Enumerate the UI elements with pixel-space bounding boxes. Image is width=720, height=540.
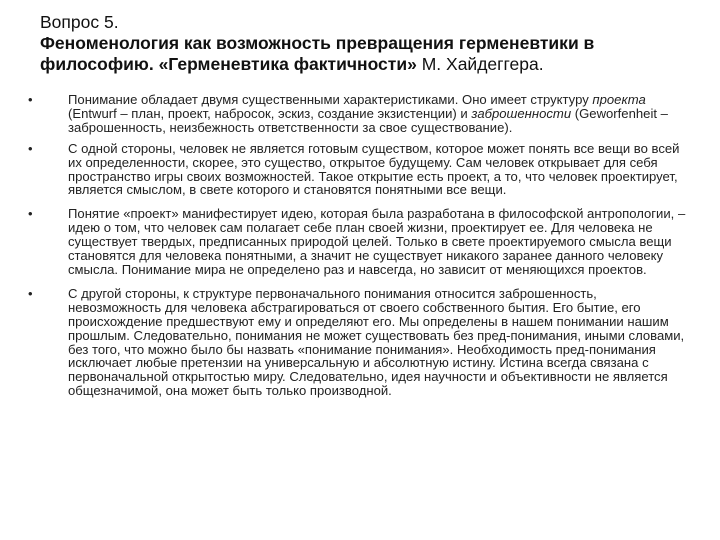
- bullet-icon: •: [28, 206, 33, 222]
- bullet-item: [28, 207, 688, 277]
- item-text: Понимание обладает двумя существенными характеристиками. Оно имеет структуру проекта (Entwurf – план, проект, набросок, эскиз, создание экзистенции) и заброшенности (Geworfenheit – заброшенность, неизбежность ответственности за свое существование).: [68, 92, 668, 135]
- slide-title: [40, 12, 690, 75]
- question-number: Вопрос 5.: [40, 12, 119, 32]
- title-bold: Феноменология как возможность превращения герменевтики в философию. «Герменевтика фактичности»: [40, 33, 595, 74]
- bullet-list: [28, 93, 688, 398]
- bullet-item: [28, 93, 688, 135]
- item-text: С одной стороны, человек не является готовым существом, которое может понять все вещи во всей их определенности, скорее, это существо, открытое будущему. Сам человек открывает для себя пространство игры своих возможностей. Такое открытие есть проект, а то, что человек проектирует, является смыслом, в свете которого и становятся понятными все вещи.: [68, 140, 680, 198]
- title-author: М. Хайдеггера.: [421, 54, 544, 74]
- bullet-icon: •: [28, 285, 33, 301]
- item-text: С другой стороны, к структуре первоначального понимания относится заброшенность, невозможность для человека абстрагироваться от своего собственного бытия. Его бытие, его происхождение предшествуют ему и определяют его. Мы определены в нашем понимании нашим прошлым. Следовательно, понимания не может существовать без пред-понимания, иными словами, без того, что можно было бы назвать «понимание понимания». Необходимость пред-понимания исключает любые претензии на универсальную и абсолютную истину. Истина всегда связана с первоначальной открытостью миру. Следовательно, идея научности и объективности не является общезначимой, она может быть только производной.: [68, 285, 685, 399]
- bullet-icon: •: [28, 140, 33, 156]
- term-thrownness: заброшенности: [471, 105, 572, 121]
- bullet-icon: •: [28, 92, 33, 107]
- bullet-item: [28, 287, 688, 398]
- item-text: Понятие «проект» манифестирует идею, которая была разработана в философской антропологии, – идею о том, что человек сам полагает себе план своей жизни, проектирует ее. Для человека не существует твердых, предписанных природой целей. Только в свете проектируемого смысла вещи становятся для человека понятными, а значит не существует никакого заранее данного человеку смысла. Понимание мира не определено раз и навсегда, но зависит от меняющихся проектов.: [68, 206, 686, 277]
- term-project: проекта: [592, 92, 646, 107]
- bullet-item: [28, 142, 688, 198]
